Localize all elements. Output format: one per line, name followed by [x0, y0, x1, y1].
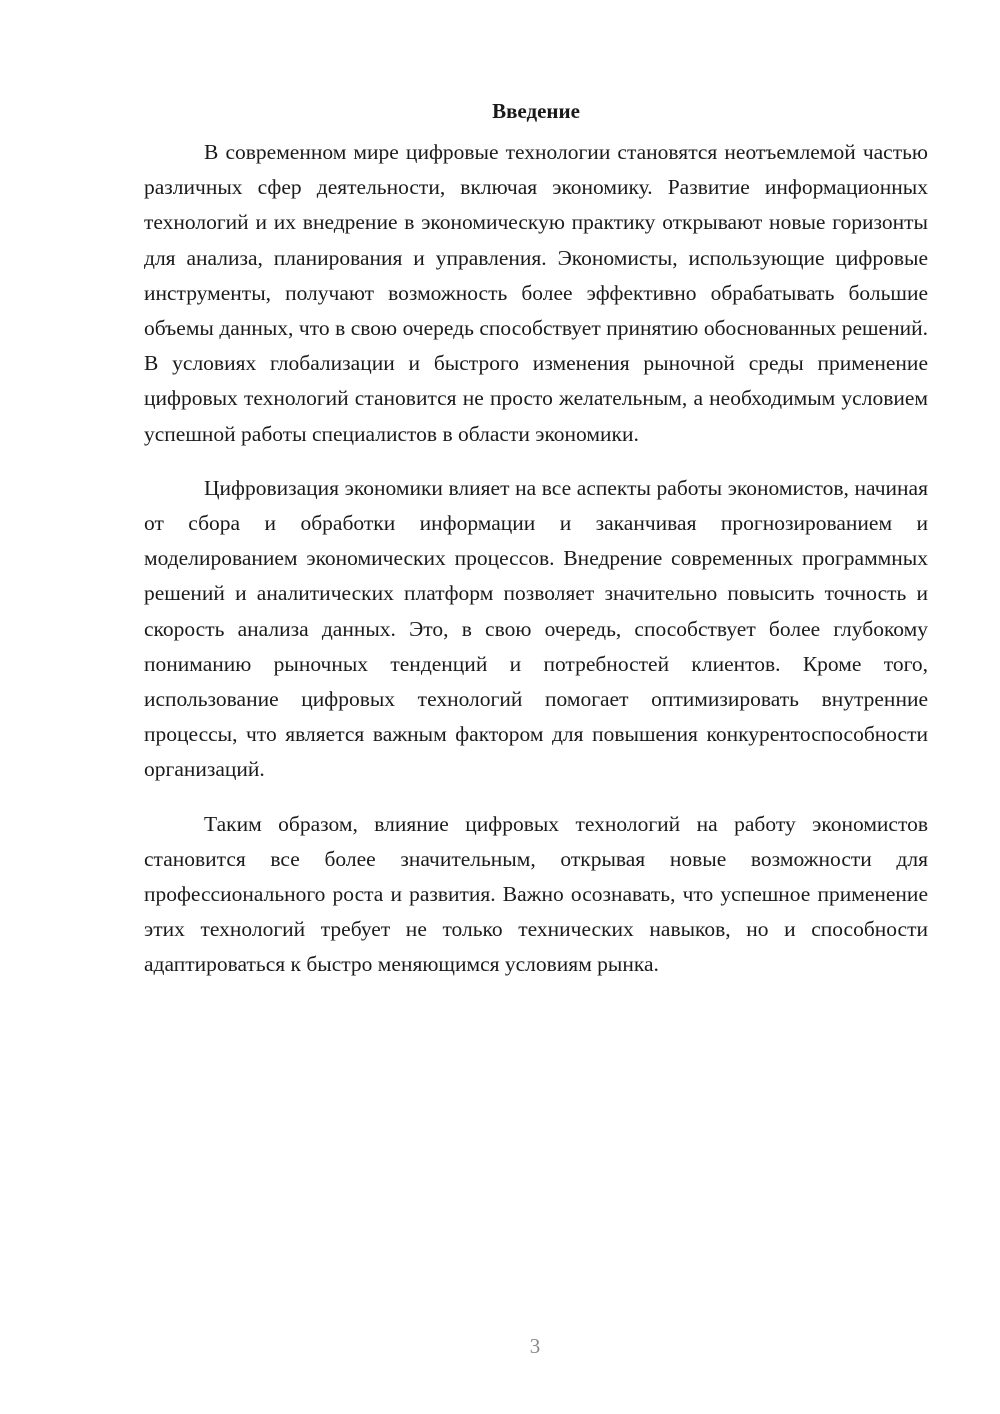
paragraph-1: В современном мире цифровые технологии становятся неотъемлемой частью различных сфер деятельности, включая экономику. Развитие информационных технологий и их внедрение в экономическую практику открывают новые горизонты для анализа, планирования и управления. Экономисты, использующие цифровые инструменты, получают возможность более эффективно обрабатывать большие объемы данных, что в свою очередь способствует принятию обоснованных решений. В условиях глобализации и быстрого изменения рыночной среды применение цифровых технологий становится не просто желательным, а необходимым условием успешной работы специалистов в области экономики.: [144, 140, 928, 446]
paragraph-2: Цифровизация экономики влияет на все аспекты работы экономистов, начиная от сбора и обработки информации и заканчивая прогнозированием и моделированием экономических процессов. Внедрение современных программных решений и аналитических платформ позволяет значительно повысить точность и скорость анализа данных. Это, в свою очередь, способствует более глубокому пониманию рыночных тенденций и потребностей клиентов. Кроме того, использование цифровых технологий помогает оптимизировать внутренние процессы, что является важным фактором для повышения конкурентоспособности организаций.: [144, 475, 928, 782]
page-number: 3: [529, 1334, 541, 1358]
page-content: [144, 94, 928, 1002]
page-title: Введение: [492, 99, 580, 123]
paragraph-3: Таким образом, влияние цифровых технологий на работу экономистов становится все более значительным, открывая новые возможности для профессионального роста и развития. Важно осознавать, что успешное применение этих технологий требует не только технических навыков, но и способности адаптироваться к быстро меняющимся условиям рынка.: [144, 811, 928, 977]
